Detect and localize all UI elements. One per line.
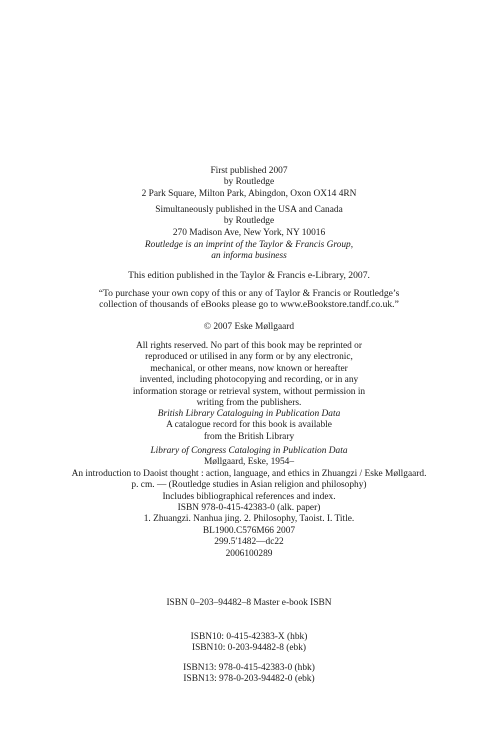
- ebook-edition-block: [0, 270, 498, 281]
- publisher-address-uk: 2 Park Square, Milton Park, Abingdon, Oxon OX14 4RN: [141, 188, 357, 199]
- publisher-by-line-us: by Routledge: [223, 216, 275, 227]
- isbn13-line: ISBN13: 978-0-415-42383-0 (hbk): [183, 663, 315, 673]
- loc-heading: Library of Congress Cataloging in Publication Data: [150, 446, 348, 456]
- simultaneous-publication-line: Simultaneously published in the USA and Canada: [155, 205, 343, 215]
- ebook-edition-note: This edition published in the Taylor & Francis e-Library, 2007.: [128, 270, 370, 281]
- british-library-heading: British Library Cataloguing in Publication Data: [157, 409, 341, 419]
- publication-block: [0, 166, 498, 200]
- isbn10-line: ISBN10: 0-415-42383-X (hbk): [190, 632, 308, 642]
- copyright-block: [0, 322, 498, 333]
- imprint-block: [0, 240, 498, 263]
- loc-line: Møllgaard, Eske, 1954–: [203, 457, 295, 468]
- ebook-purchase-block: [0, 288, 498, 311]
- library-of-congress-block: [0, 446, 498, 560]
- us-publication-block: [0, 205, 498, 239]
- british-library-block: [0, 409, 498, 443]
- rights-line: information storage or retrieval system, without permission in: [132, 386, 366, 397]
- loc-line: BL1900.C576M66 2007: [202, 525, 296, 536]
- ebook-isbn-block: [0, 598, 498, 609]
- british-library-line: A catalogue record for this book is available: [166, 420, 332, 431]
- loc-line: ISBN 978-0-415-42383-0 (alk. paper): [177, 503, 321, 514]
- loc-line: Includes bibliographical references and index.: [162, 491, 336, 502]
- rights-block: [0, 341, 498, 409]
- copyright-notice: © 2007 Eske Møllgaard: [203, 322, 295, 332]
- rights-line: reproduced or utilised in any form or by any electronic,: [145, 352, 353, 363]
- ebook-purchase-line: “To purchase your own copy of this or any of Taylor & Francis or Routledge’s: [98, 288, 400, 299]
- loc-line: 2006100289: [225, 548, 273, 559]
- publisher-address-us: 270 Madison Ave, New York, NY 10016: [172, 227, 326, 238]
- publisher-by-line: by Routledge: [223, 177, 275, 188]
- loc-line: 1. Zhuangzi. Nanhua jing. 2. Philosophy, Taoist. I. Title.: [143, 514, 355, 525]
- rights-line: All rights reserved. No part of this book may be reprinted or: [136, 341, 362, 351]
- isbn13-line: ISBN13: 978-0-203-94482-0 (ebk): [183, 674, 315, 685]
- ebook-isbn-line: ISBN 0–203–94482–8 Master e-book ISBN: [166, 598, 332, 608]
- loc-line: An introduction to Daoist thought : action, language, and ethics in Zhuangzi / Eske Møllgaard.: [71, 468, 427, 479]
- rights-line: invented, including photocopying and recording, or in any: [139, 375, 359, 386]
- first-published-line: First published 2007: [210, 166, 288, 176]
- loc-line: 299.5′1482—dc22: [214, 537, 284, 548]
- british-library-line: from the British Library: [203, 431, 295, 442]
- loc-line: p. cm. — (Routledge studies in Asian religion and philosophy): [131, 480, 367, 491]
- isbn10-block: [0, 632, 498, 655]
- ebook-purchase-line: collection of thousands of eBooks please go to www.eBookstore.tandf.co.uk.”: [99, 299, 399, 311]
- rights-line: mechanical, or other means, now known or hereafter: [150, 363, 348, 374]
- imprint-line: Routledge is an imprint of the Taylor & Francis Group,: [144, 240, 354, 250]
- isbn10-line: ISBN10: 0-203-94482-8 (ebk): [191, 643, 307, 654]
- isbn13-block: [0, 663, 498, 686]
- imprint-line: an informa business: [211, 251, 287, 262]
- rights-line: writing from the publishers.: [196, 398, 302, 409]
